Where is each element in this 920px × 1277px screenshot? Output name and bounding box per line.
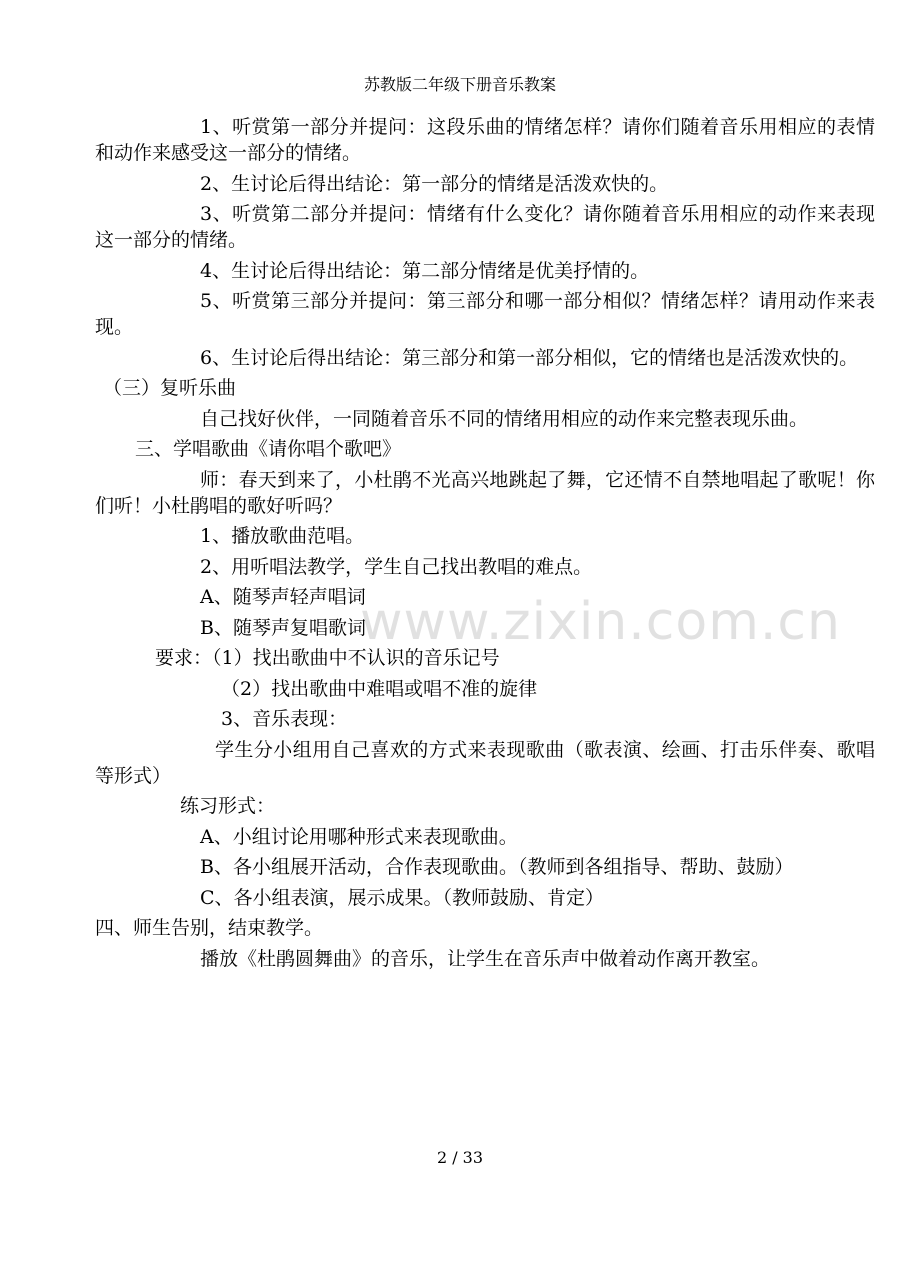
page-header: 苏教版二年级下册音乐教案 (363, 75, 556, 94)
watermark: www.zixin.com.cn (360, 592, 841, 652)
paragraph: 播放《杜鹃圆舞曲》的音乐，让学生在音乐声中做着动作离开教室。 (200, 947, 771, 970)
section-heading: 三、学唱歌曲《请你唱个歌吧》 (135, 438, 402, 460)
paragraph: 自己找好伙伴，一同随着音乐不同的情绪用相应的动作来完整表现乐曲。 (200, 407, 809, 430)
page-number: 2 / 33 (436, 1148, 484, 1167)
paragraph: B、随琴声复唱歌词 (200, 616, 366, 639)
paragraph: C、各小组表演，展示成果。（教师鼓励、肯定） (200, 886, 605, 909)
paragraph: 2、用听唱法教学，学生自己找出教唱的难点。 (200, 555, 593, 578)
paragraph: 学生分小组用自己喜欢的方式来表现歌曲（歌表演、绘画、打击乐伴奏、歌唱等形式） (95, 738, 875, 787)
paragraph: 1、播放歌曲范唱。 (200, 525, 365, 547)
paragraph: B、各小组展开活动，合作表现歌曲。（教师到各组指导、帮助、鼓励） (200, 856, 794, 878)
section-heading: 四、师生告别，结束教学。 (95, 917, 324, 939)
paragraph: A、小组讨论用哪种形式来表现歌曲。 (200, 825, 518, 848)
paragraph: 3、音乐表现： (221, 708, 348, 730)
paragraph: 师：春天到来了，小杜鹃不光高兴地跳起了舞，它还情不自禁地唱起了歌呢！你们听！小杜鹃唱的歌好听吗？ (95, 468, 875, 517)
paragraph: （2）找出歌曲中难唱或唱不准的旋律 (221, 677, 538, 700)
document-body (95, 114, 875, 976)
paragraph: 练习形式： (180, 795, 276, 817)
paragraph: 2、生讨论后得出结论：第一部分的情绪是活泼欢快的。 (200, 172, 669, 195)
paragraph: 6、生讨论后得出结论：第三部分和第一部分相似，它的情绪也是活泼欢快的。 (200, 346, 859, 369)
paragraph: 4、生讨论后得出结论：第二部分情绪是优美抒情的。 (200, 259, 650, 282)
paragraph: 5、听赏第三部分并提问：第三部分和哪一部分相似？情绪怎样？请用动作来表现。 (95, 290, 875, 338)
paragraph: 3、听赏第二部分并提问：情绪有什么变化？请你随着音乐用相应的动作来表现这一部分的情绪。 (95, 203, 875, 251)
section-heading: （三）复听乐曲 (103, 377, 237, 399)
paragraph: A、随琴声轻声唱词 (200, 586, 366, 608)
paragraph: 1、听赏第一部分并提问：这段乐曲的情绪怎样？请你们随着音乐用相应的表情和动作来感受这一部分的情绪。 (95, 116, 875, 164)
paragraph: 要求：（1）找出歌曲中不认识的音乐记号 (155, 647, 500, 669)
